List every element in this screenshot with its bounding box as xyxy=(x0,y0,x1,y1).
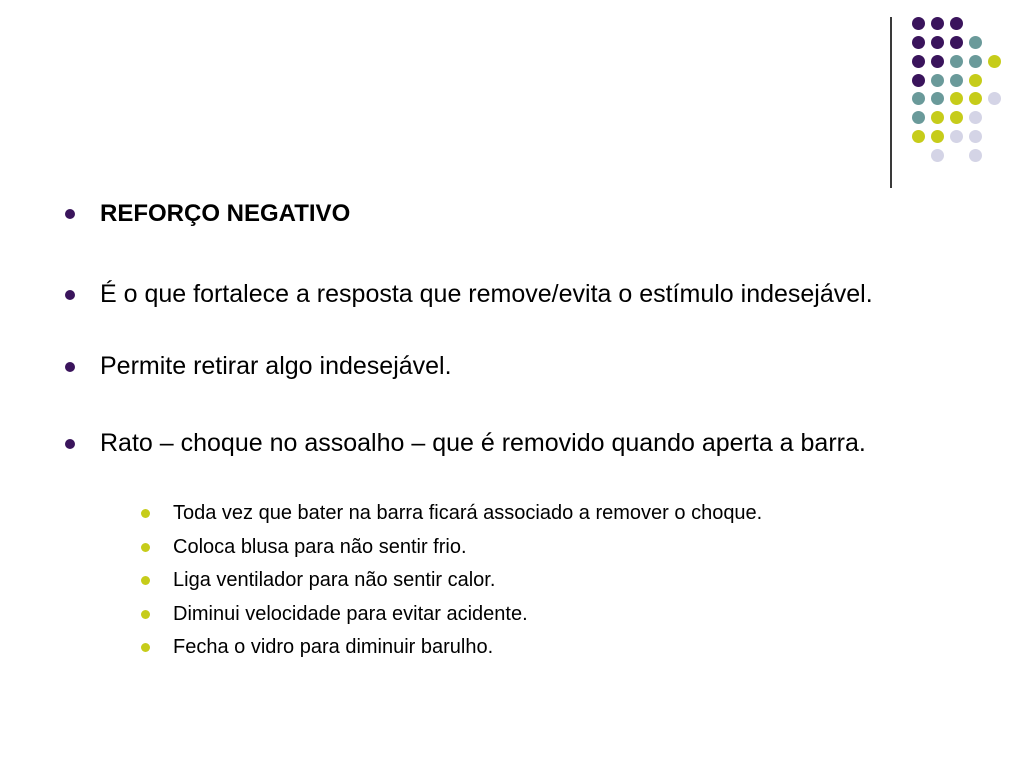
decorative-dot xyxy=(931,111,944,124)
decorative-dot xyxy=(969,111,982,124)
decorative-dot xyxy=(931,36,944,49)
decorative-dot xyxy=(912,55,925,68)
decorative-dot xyxy=(931,92,944,105)
decorative-dot xyxy=(988,92,1001,105)
decorative-dot xyxy=(931,74,944,87)
bullet-dot-icon xyxy=(65,362,75,372)
decorative-dot xyxy=(931,17,944,30)
decorative-dot xyxy=(931,149,944,162)
sub-bullet-text: Diminui velocidade para evitar acidente. xyxy=(173,603,528,625)
decorative-dot xyxy=(950,55,963,68)
decorative-dot xyxy=(950,92,963,105)
bullet-dot-icon xyxy=(65,290,75,300)
sub-bullet-dot-icon xyxy=(141,610,150,619)
decorative-dot xyxy=(969,55,982,68)
decorative-dot xyxy=(912,130,925,143)
bullet-heading: REFORÇO NEGATIVO xyxy=(100,200,351,227)
decorative-dot xyxy=(931,130,944,143)
decorative-dot xyxy=(912,17,925,30)
sub-bullet-text: Fecha o vidro para diminuir barulho. xyxy=(173,636,494,658)
decorative-dot xyxy=(950,17,963,30)
decorative-dot xyxy=(969,92,982,105)
decorative-dot xyxy=(950,74,963,87)
decorative-dot-grid xyxy=(0,0,1024,200)
sub-bullet-text: Coloca blusa para não sentir frio. xyxy=(173,536,467,558)
vertical-divider xyxy=(890,17,892,188)
sub-bullet-dot-icon xyxy=(141,576,150,585)
decorative-dot xyxy=(912,36,925,49)
decorative-dot xyxy=(912,111,925,124)
bullet-text: Rato – choque no assoalho – que é removido quando aperta a barra. xyxy=(100,429,866,457)
decorative-dot xyxy=(912,92,925,105)
sub-bullet-dot-icon xyxy=(141,509,150,518)
bullet-dot-icon xyxy=(65,439,75,449)
bullet-dot-icon xyxy=(65,209,75,219)
decorative-dot xyxy=(950,36,963,49)
decorative-dot xyxy=(969,130,982,143)
bullet-text: Permite retirar algo indesejável. xyxy=(100,352,452,380)
decorative-dot xyxy=(950,130,963,143)
decorative-dot xyxy=(988,55,1001,68)
sub-bullet-text: Liga ventilador para não sentir calor. xyxy=(173,569,496,591)
decorative-dot xyxy=(969,74,982,87)
decorative-dot xyxy=(969,149,982,162)
sub-bullet-dot-icon xyxy=(141,543,150,552)
decorative-dot xyxy=(969,36,982,49)
bullet-text: É o que fortalece a resposta que remove/evita o estímulo indesejável. xyxy=(100,280,873,308)
sub-bullet-text: Toda vez que bater na barra ficará associado a remover o choque. xyxy=(173,502,763,524)
decorative-dot xyxy=(912,74,925,87)
decorative-dot xyxy=(931,55,944,68)
decorative-dot xyxy=(950,111,963,124)
sub-bullet-dot-icon xyxy=(141,643,150,652)
